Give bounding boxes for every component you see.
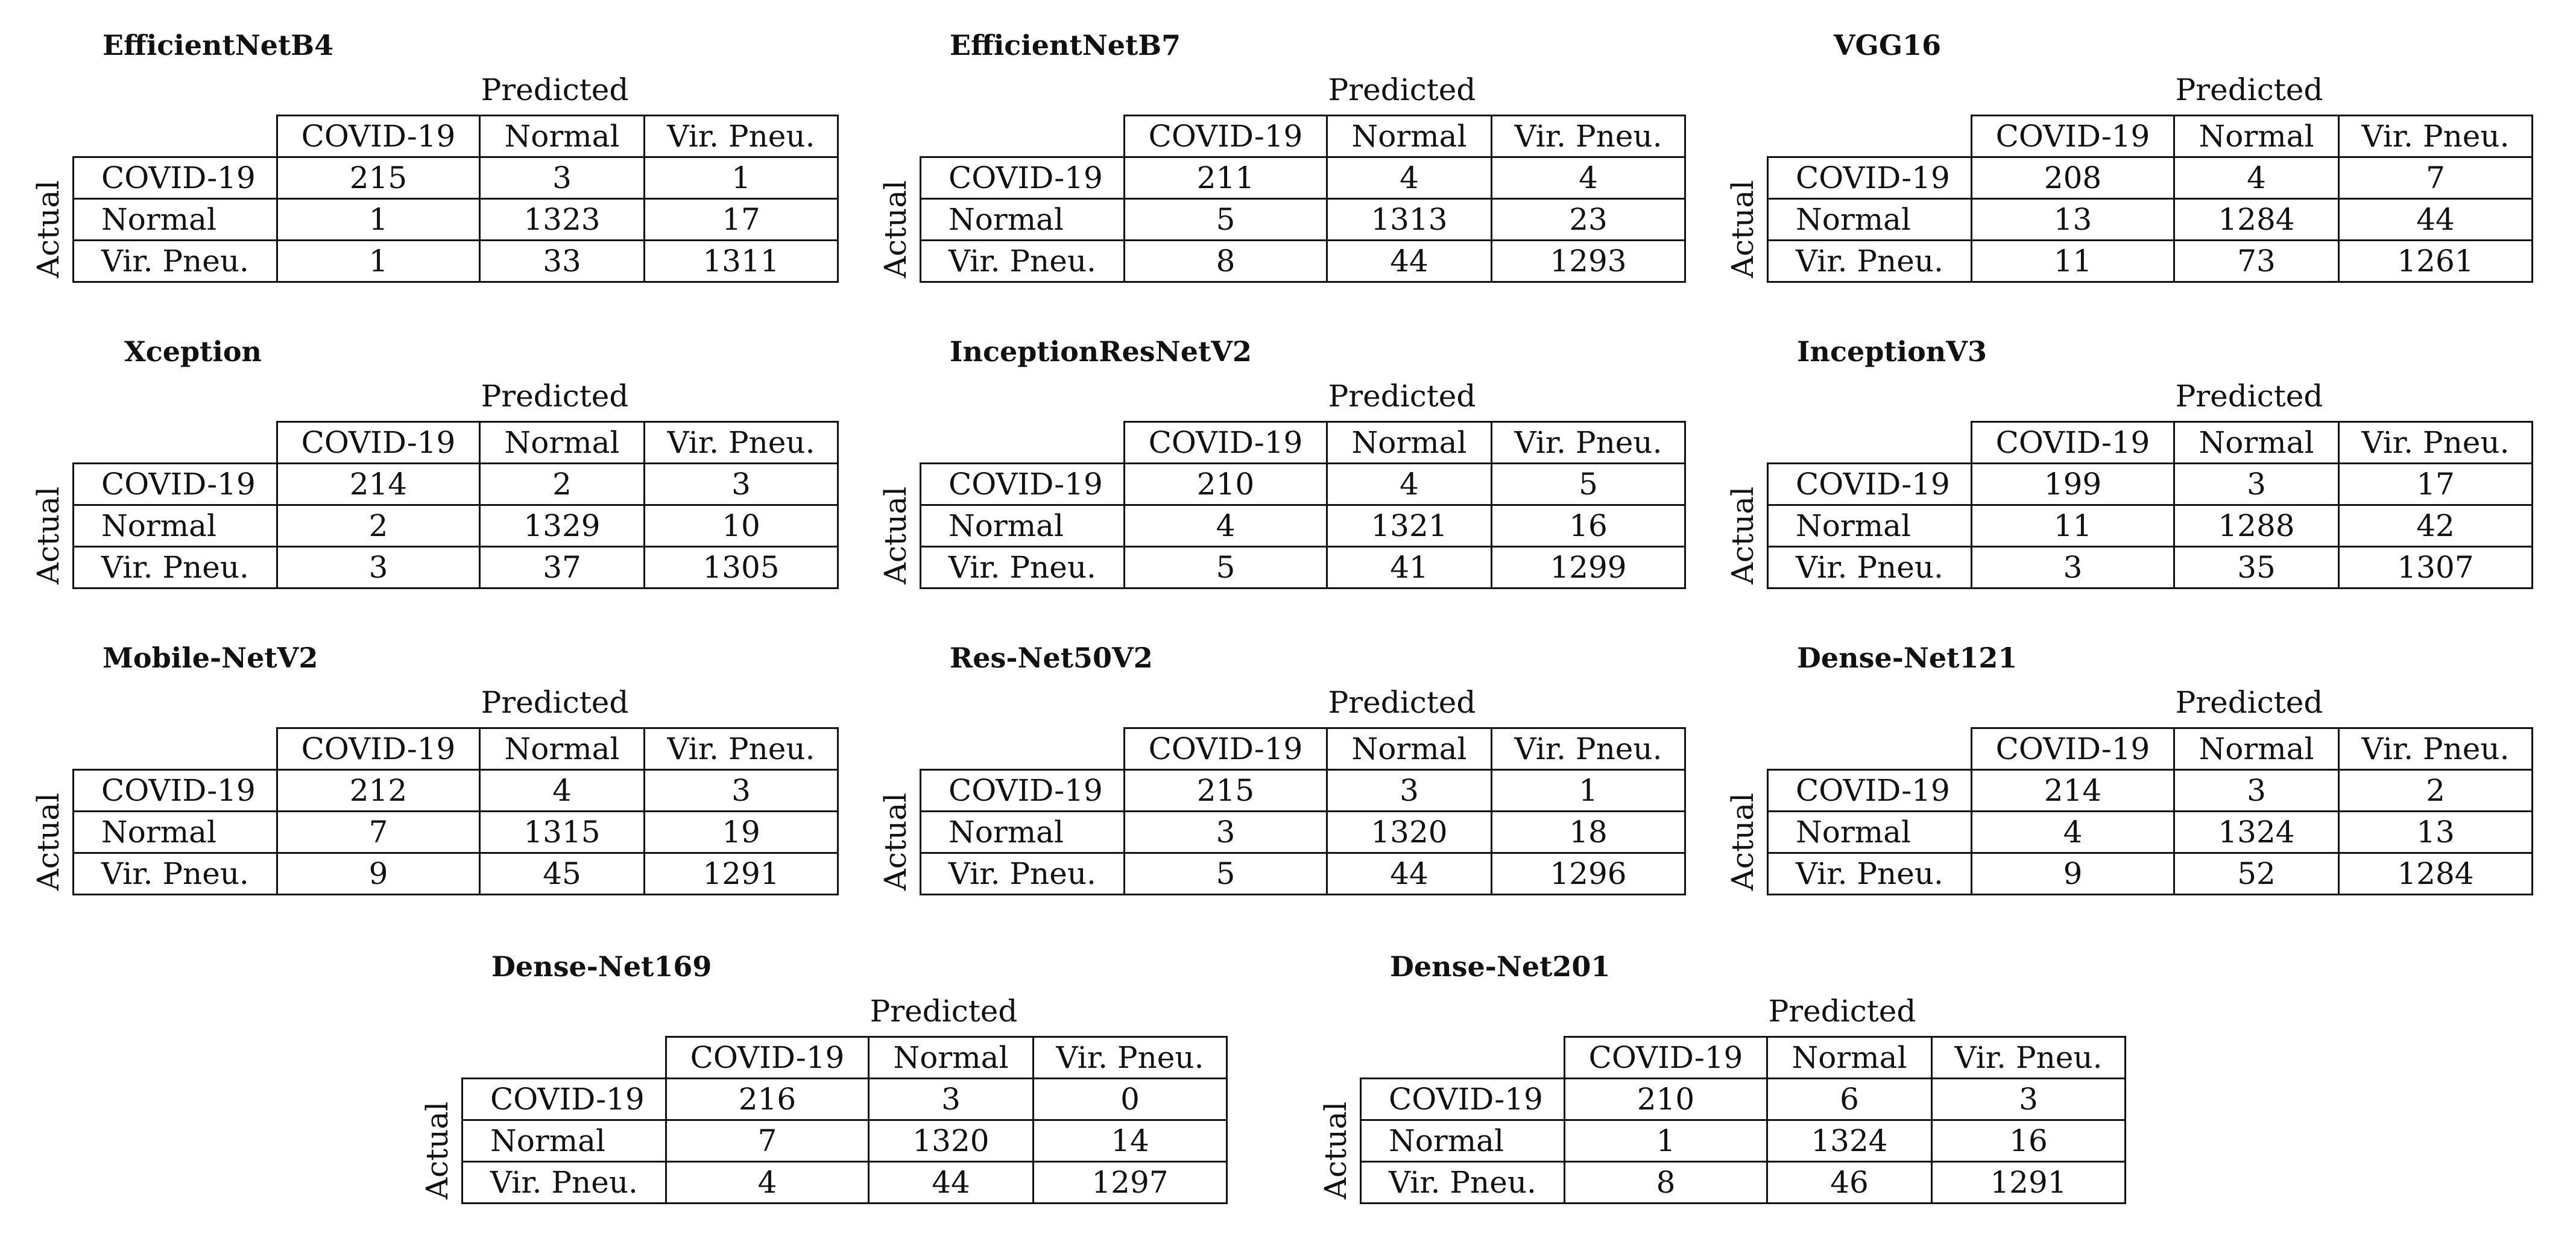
matrix-cell: 4 [1125, 505, 1327, 547]
predicted-class-header: COVID-19 [1972, 422, 2174, 464]
matrix-cell: 1291 [645, 853, 838, 895]
matrix-cell: 3 [1327, 770, 1492, 812]
matrix-cell: 4 [1327, 157, 1492, 199]
matrix-cell: 2 [2339, 770, 2533, 812]
matrix-row [74, 812, 838, 853]
matrix-cell: 214 [277, 464, 480, 505]
actual-class-label: COVID-19 [462, 1079, 666, 1120]
matrix-table [461, 1036, 1228, 1204]
actual-class-label: Normal [1768, 199, 1972, 241]
matrix-title: Xception [124, 335, 262, 368]
matrix-cell: 215 [1125, 770, 1327, 812]
actual-class-label: Normal [921, 199, 1125, 241]
matrix-cell: 1284 [2174, 199, 2339, 241]
actual-class-label: COVID-19 [921, 464, 1125, 505]
matrix-row [1768, 547, 2533, 588]
predicted-axis-label: Predicted [481, 379, 629, 414]
matrix-cell: 1291 [1932, 1162, 2126, 1204]
matrix-cell: 1315 [480, 812, 645, 853]
matrix-row [1768, 157, 2533, 199]
matrix-cell: 11 [1972, 505, 2174, 547]
matrix-cell: 45 [480, 853, 645, 895]
matrix-cell: 16 [1932, 1120, 2126, 1162]
corner-cell [921, 116, 1125, 157]
actual-class-label: COVID-19 [74, 157, 277, 199]
matrix-row [921, 812, 1685, 853]
matrix-cell: 1293 [1492, 241, 1685, 282]
predicted-axis-label: Predicted [1328, 379, 1476, 414]
header-row [921, 422, 1685, 464]
confusion-matrix [0, 12, 844, 289]
matrix-cell: 1296 [1492, 853, 1685, 895]
matrix-row [74, 770, 838, 812]
predicted-class-header: COVID-19 [1565, 1037, 1767, 1079]
matrix-title: InceptionResNetV2 [950, 335, 1252, 368]
actual-axis-label: Actual [1725, 792, 1760, 891]
matrix-cell: 42 [2339, 505, 2533, 547]
matrix-cell: 1329 [480, 505, 645, 547]
matrix-row [1768, 464, 2533, 505]
predicted-class-header: Vir. Pneu. [2339, 728, 2533, 770]
corner-cell [1768, 422, 1972, 464]
matrix-row [921, 157, 1685, 199]
matrix-cell: 37 [480, 547, 645, 588]
matrix-cell: 4 [480, 770, 645, 812]
matrix-table [72, 115, 839, 283]
predicted-class-header: Vir. Pneu. [1492, 422, 1685, 464]
corner-cell [921, 728, 1125, 770]
matrix-cell: 73 [2174, 241, 2339, 282]
header-row [1361, 1037, 2126, 1079]
matrix-cell: 1 [277, 241, 480, 282]
matrix-title: Dense-Net169 [491, 950, 712, 983]
matrix-title: Mobile-NetV2 [103, 642, 318, 674]
matrix-cell: 46 [1767, 1162, 1932, 1204]
actual-class-label: Normal [1768, 505, 1972, 547]
matrix-cell: 211 [1125, 157, 1327, 199]
matrix-cell: 1313 [1327, 199, 1492, 241]
actual-class-label: Normal [1361, 1120, 1565, 1162]
corner-cell [74, 422, 277, 464]
matrix-cell: 4 [1492, 157, 1685, 199]
matrix-row [1768, 853, 2533, 895]
actual-class-label: COVID-19 [1768, 464, 1972, 505]
actual-class-label: COVID-19 [921, 157, 1125, 199]
predicted-axis-label: Predicted [1768, 994, 1916, 1029]
predicted-class-header: Normal [2174, 422, 2339, 464]
predicted-class-header: Vir. Pneu. [2339, 422, 2533, 464]
predicted-class-header: Vir. Pneu. [1034, 1037, 1227, 1079]
predicted-axis-label: Predicted [2175, 72, 2323, 107]
actual-class-label: Vir. Pneu. [74, 241, 277, 282]
matrix-cell: 11 [1972, 241, 2174, 282]
matrix-cell: 13 [1972, 199, 2174, 241]
matrix-cell: 5 [1125, 199, 1327, 241]
header-row [74, 728, 838, 770]
matrix-cell: 5 [1125, 547, 1327, 588]
matrix-cell: 18 [1492, 812, 1685, 853]
header-row [1768, 728, 2533, 770]
predicted-class-header: Normal [480, 116, 645, 157]
actual-class-label: Vir. Pneu. [74, 547, 277, 588]
matrix-row [74, 199, 838, 241]
predicted-class-header: Normal [2174, 728, 2339, 770]
matrix-title: InceptionV3 [1797, 335, 1987, 368]
matrix-table [72, 727, 839, 895]
matrix-cell: 9 [1972, 853, 2174, 895]
matrix-cell: 1305 [645, 547, 838, 588]
actual-axis-label: Actual [420, 1101, 455, 1200]
matrix-cell: 3 [645, 464, 838, 505]
matrix-cell: 7 [2339, 157, 2533, 199]
matrix-cell: 1324 [1767, 1120, 1932, 1162]
predicted-class-header: COVID-19 [1125, 116, 1327, 157]
matrix-row [1768, 241, 2533, 282]
matrix-cell: 1297 [1034, 1162, 1227, 1204]
matrix-cell: 212 [277, 770, 480, 812]
matrix-row [462, 1162, 1227, 1204]
predicted-axis-label: Predicted [1328, 72, 1476, 107]
actual-axis-label: Actual [878, 792, 913, 891]
matrix-title: EfficientNetB4 [103, 29, 334, 62]
actual-class-label: Vir. Pneu. [1768, 853, 1972, 895]
matrix-row [74, 505, 838, 547]
corner-cell [1768, 728, 1972, 770]
matrix-cell: 7 [666, 1120, 869, 1162]
actual-class-label: Vir. Pneu. [462, 1162, 666, 1204]
matrix-row [1361, 1162, 2126, 1204]
matrix-cell: 1323 [480, 199, 645, 241]
matrix-cell: 2 [480, 464, 645, 505]
matrix-table [1767, 115, 2533, 283]
matrix-cell: 8 [1565, 1162, 1767, 1204]
actual-axis-label: Actual [878, 486, 913, 585]
matrix-cell: 5 [1492, 464, 1685, 505]
corner-cell [1361, 1037, 1565, 1079]
matrix-cell: 1288 [2174, 505, 2339, 547]
corner-cell [74, 116, 277, 157]
matrix-cell: 1320 [869, 1120, 1034, 1162]
matrix-cell: 2 [277, 505, 480, 547]
matrix-row [1361, 1120, 2126, 1162]
matrix-cell: 199 [1972, 464, 2174, 505]
matrix-cell: 210 [1125, 464, 1327, 505]
matrix-cell: 216 [666, 1079, 869, 1120]
predicted-axis-label: Predicted [1328, 685, 1476, 720]
matrix-cell: 14 [1034, 1120, 1227, 1162]
corner-cell [462, 1037, 666, 1079]
matrix-row [74, 157, 838, 199]
matrix-row [1768, 770, 2533, 812]
actual-class-label: COVID-19 [1768, 157, 1972, 199]
predicted-axis-label: Predicted [870, 994, 1018, 1029]
matrix-cell: 16 [1492, 505, 1685, 547]
matrix-cell: 23 [1492, 199, 1685, 241]
matrix-cell: 6 [1767, 1079, 1932, 1120]
matrix-cell: 19 [645, 812, 838, 853]
matrix-cell: 215 [277, 157, 480, 199]
matrix-cell: 35 [2174, 547, 2339, 588]
matrix-cell: 1324 [2174, 812, 2339, 853]
matrix-row [921, 853, 1685, 895]
matrix-title: Dense-Net201 [1390, 950, 1611, 983]
actual-axis-label: Actual [31, 792, 66, 891]
corner-cell [1768, 116, 1972, 157]
matrix-cell: 3 [480, 157, 645, 199]
matrix-table [1360, 1036, 2126, 1204]
predicted-class-header: Vir. Pneu. [645, 422, 838, 464]
matrix-cell: 13 [2339, 812, 2533, 853]
matrix-cell: 214 [1972, 770, 2174, 812]
actual-class-label: Vir. Pneu. [921, 547, 1125, 588]
predicted-class-header: COVID-19 [277, 116, 480, 157]
predicted-axis-label: Predicted [481, 685, 629, 720]
predicted-class-header: Normal [480, 422, 645, 464]
matrix-row [74, 241, 838, 282]
header-row [1768, 422, 2533, 464]
matrix-row [462, 1120, 1227, 1162]
predicted-class-header: COVID-19 [277, 422, 480, 464]
predicted-axis-label: Predicted [2175, 379, 2323, 414]
actual-class-label: Vir. Pneu. [1768, 241, 1972, 282]
actual-class-label: Vir. Pneu. [1768, 547, 1972, 588]
predicted-class-header: Normal [1767, 1037, 1932, 1079]
matrix-row [1768, 199, 2533, 241]
matrix-cell: 17 [645, 199, 838, 241]
matrix-cell: 17 [2339, 464, 2533, 505]
matrix-cell: 3 [2174, 770, 2339, 812]
predicted-class-header: COVID-19 [1125, 422, 1327, 464]
actual-axis-label: Actual [31, 180, 66, 279]
matrix-table [1767, 421, 2533, 589]
predicted-class-header: Normal [1327, 728, 1492, 770]
matrix-cell: 1261 [2339, 241, 2533, 282]
header-row [1768, 116, 2533, 157]
matrix-row [921, 547, 1685, 588]
actual-axis-label: Actual [1725, 486, 1760, 585]
actual-class-label: COVID-19 [74, 770, 277, 812]
predicted-class-header: Vir. Pneu. [645, 116, 838, 157]
matrix-cell: 3 [1932, 1079, 2126, 1120]
header-row [921, 728, 1685, 770]
predicted-class-header: COVID-19 [1125, 728, 1327, 770]
header-row [462, 1037, 1227, 1079]
predicted-class-header: Normal [1327, 116, 1492, 157]
matrix-cell: 4 [1327, 464, 1492, 505]
confusion-matrix [389, 933, 1233, 1211]
matrix-cell: 41 [1327, 547, 1492, 588]
confusion-matrix [847, 318, 1691, 596]
matrix-table [920, 421, 1686, 589]
predicted-axis-label: Predicted [481, 72, 629, 107]
matrix-row [1768, 505, 2533, 547]
actual-axis-label: Actual [1725, 180, 1760, 279]
matrix-row [1768, 812, 2533, 853]
actual-class-label: Normal [74, 199, 277, 241]
matrix-cell: 5 [1125, 853, 1327, 895]
predicted-class-header: Normal [1327, 422, 1492, 464]
matrix-cell: 1320 [1327, 812, 1492, 853]
predicted-class-header: Vir. Pneu. [645, 728, 838, 770]
matrix-row [921, 241, 1685, 282]
actual-axis-label: Actual [878, 180, 913, 279]
matrix-cell: 1307 [2339, 547, 2533, 588]
matrix-cell: 1284 [2339, 853, 2533, 895]
confusion-matrix [1287, 933, 2132, 1211]
matrix-cell: 3 [869, 1079, 1034, 1120]
actual-class-label: Vir. Pneu. [74, 853, 277, 895]
matrix-cell: 208 [1972, 157, 2174, 199]
matrix-table [920, 115, 1686, 283]
predicted-class-header: Normal [869, 1037, 1034, 1079]
matrix-cell: 4 [2174, 157, 2339, 199]
actual-axis-label: Actual [31, 486, 66, 585]
actual-class-label: Vir. Pneu. [1361, 1162, 1565, 1204]
confusion-matrix [0, 318, 844, 596]
actual-class-label: COVID-19 [1361, 1079, 1565, 1120]
matrix-cell: 4 [666, 1162, 869, 1204]
matrix-cell: 10 [645, 505, 838, 547]
matrix-row [74, 547, 838, 588]
corner-cell [74, 728, 277, 770]
predicted-class-header: Normal [480, 728, 645, 770]
header-row [74, 116, 838, 157]
confusion-matrix [1694, 318, 2539, 596]
matrix-row [74, 464, 838, 505]
matrix-cell: 3 [2174, 464, 2339, 505]
actual-class-label: COVID-19 [74, 464, 277, 505]
matrix-row [921, 770, 1685, 812]
matrix-row [921, 505, 1685, 547]
matrix-cell: 1 [645, 157, 838, 199]
matrix-cell: 33 [480, 241, 645, 282]
matrix-cell: 1321 [1327, 505, 1492, 547]
predicted-class-header: Vir. Pneu. [1932, 1037, 2126, 1079]
matrix-cell: 44 [869, 1162, 1034, 1204]
actual-class-label: COVID-19 [1768, 770, 1972, 812]
matrix-cell: 44 [1327, 853, 1492, 895]
matrix-cell: 210 [1565, 1079, 1767, 1120]
actual-class-label: Normal [462, 1120, 666, 1162]
matrix-row [921, 199, 1685, 241]
matrix-title: Dense-Net121 [1797, 642, 2018, 674]
matrix-cell: 1299 [1492, 547, 1685, 588]
confusion-matrix [847, 625, 1691, 902]
confusion-matrix [1694, 12, 2539, 289]
matrix-title: Res-Net50V2 [950, 642, 1153, 674]
actual-class-label: Normal [1768, 812, 1972, 853]
matrix-cell: 1311 [645, 241, 838, 282]
predicted-axis-label: Predicted [2175, 685, 2323, 720]
actual-class-label: Normal [74, 812, 277, 853]
matrix-title: VGG16 [1833, 29, 1942, 62]
matrix-cell: 8 [1125, 241, 1327, 282]
actual-class-label: Normal [921, 505, 1125, 547]
confusion-matrix [0, 625, 844, 902]
matrix-row [462, 1079, 1227, 1120]
matrix-cell: 3 [1125, 812, 1327, 853]
matrix-cell: 1 [1565, 1120, 1767, 1162]
header-row [74, 422, 838, 464]
predicted-class-header: Normal [2174, 116, 2339, 157]
matrix-cell: 44 [1327, 241, 1492, 282]
matrix-row [1361, 1079, 2126, 1120]
actual-class-label: Vir. Pneu. [921, 241, 1125, 282]
predicted-class-header: COVID-19 [666, 1037, 869, 1079]
matrix-cell: 0 [1034, 1079, 1227, 1120]
predicted-class-header: COVID-19 [1972, 728, 2174, 770]
confusion-matrix [847, 12, 1691, 289]
matrix-cell: 1 [277, 199, 480, 241]
matrix-cell: 3 [645, 770, 838, 812]
matrix-cell: 44 [2339, 199, 2533, 241]
confusion-matrix [1694, 625, 2539, 902]
matrix-title: EfficientNetB7 [950, 29, 1181, 62]
matrix-cell: 1 [1492, 770, 1685, 812]
predicted-class-header: Vir. Pneu. [2339, 116, 2533, 157]
corner-cell [921, 422, 1125, 464]
matrix-table [72, 421, 839, 589]
header-row [921, 116, 1685, 157]
matrix-cell: 4 [1972, 812, 2174, 853]
matrix-row [74, 853, 838, 895]
actual-class-label: COVID-19 [921, 770, 1125, 812]
matrix-table [920, 727, 1686, 895]
matrix-cell: 52 [2174, 853, 2339, 895]
actual-class-label: Normal [921, 812, 1125, 853]
matrix-cell: 7 [277, 812, 480, 853]
predicted-class-header: Vir. Pneu. [1492, 116, 1685, 157]
predicted-class-header: Vir. Pneu. [1492, 728, 1685, 770]
actual-class-label: Vir. Pneu. [921, 853, 1125, 895]
matrix-cell: 3 [1972, 547, 2174, 588]
predicted-class-header: COVID-19 [277, 728, 480, 770]
matrix-table [1767, 727, 2533, 895]
matrix-cell: 3 [277, 547, 480, 588]
predicted-class-header: COVID-19 [1972, 116, 2174, 157]
actual-axis-label: Actual [1318, 1101, 1353, 1200]
actual-class-label: Normal [74, 505, 277, 547]
matrix-row [921, 464, 1685, 505]
matrix-cell: 9 [277, 853, 480, 895]
